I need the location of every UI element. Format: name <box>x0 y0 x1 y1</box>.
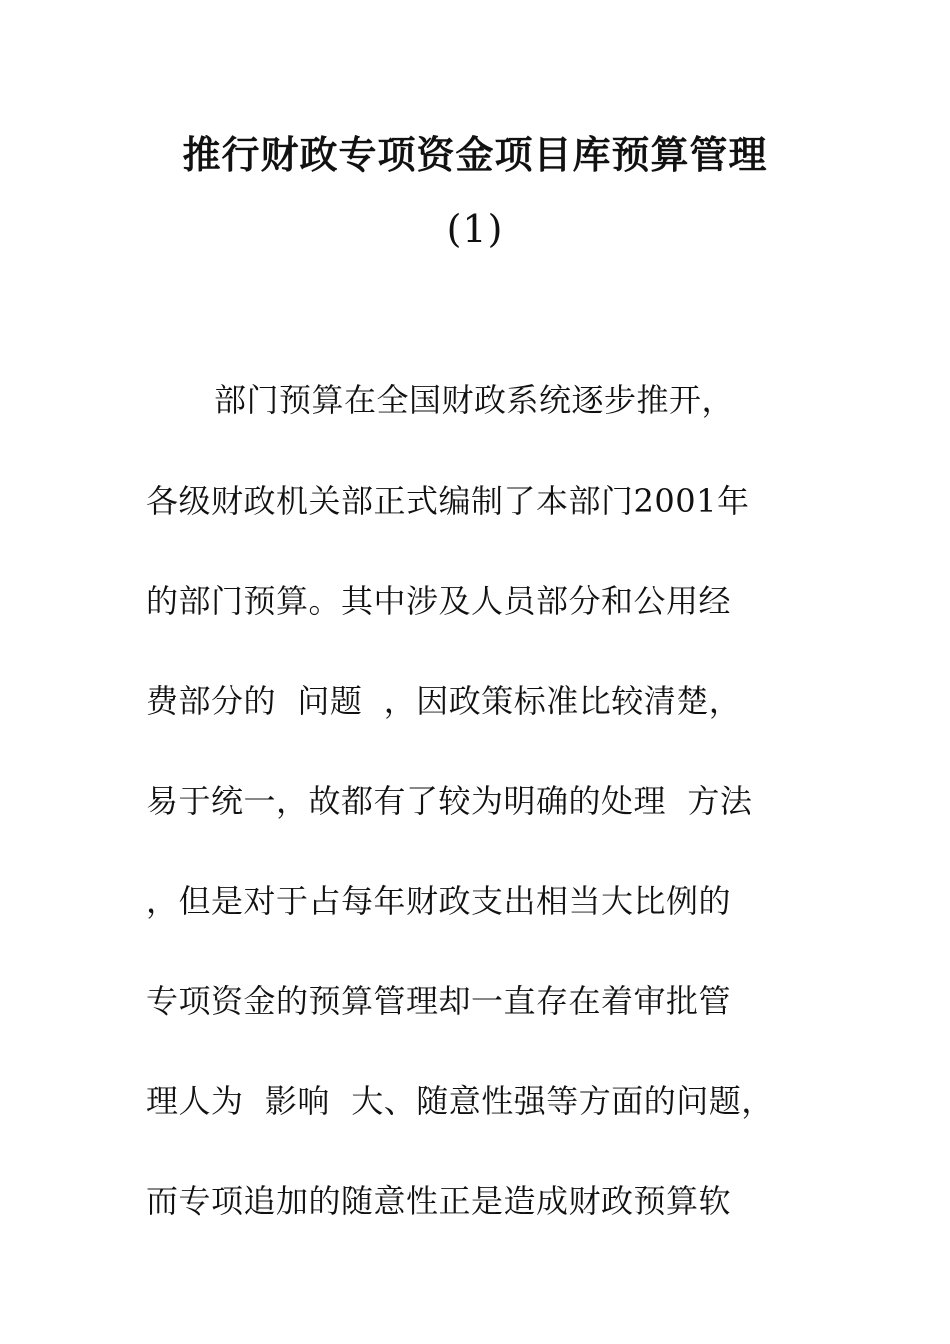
paragraph-line-2: 各级财政机关部正式编制了本部门2001年 <box>146 482 750 520</box>
paragraph-line-4: 费部分的 问题 ，因政策标准比较清楚， <box>146 682 742 720</box>
paragraph-line-6: ，但是对于占每年财政支出相当大比例的 <box>146 882 732 920</box>
document-title: 推行财政专项资金项目库预算管理 <box>182 133 768 177</box>
paragraph-line-1: 部门预算在全国财政系统逐步推开， <box>214 381 735 419</box>
paragraph-line-9: 而专项追加的随意性正是造成财政预算软 <box>146 1182 732 1220</box>
document-title-part-number: (1) <box>446 207 504 251</box>
paragraph-line-3: 的部门预算。其中涉及人员部分和公用经 <box>146 582 732 620</box>
paragraph-line-7: 专项资金的预算管理却一直存在着审批管 <box>146 982 732 1020</box>
paragraph-line-8: 理人为 影响 大、随意性强等方面的问题， <box>146 1082 774 1120</box>
paragraph-line-5: 易于统一，故都有了较为明确的处理 方法 <box>146 782 753 820</box>
